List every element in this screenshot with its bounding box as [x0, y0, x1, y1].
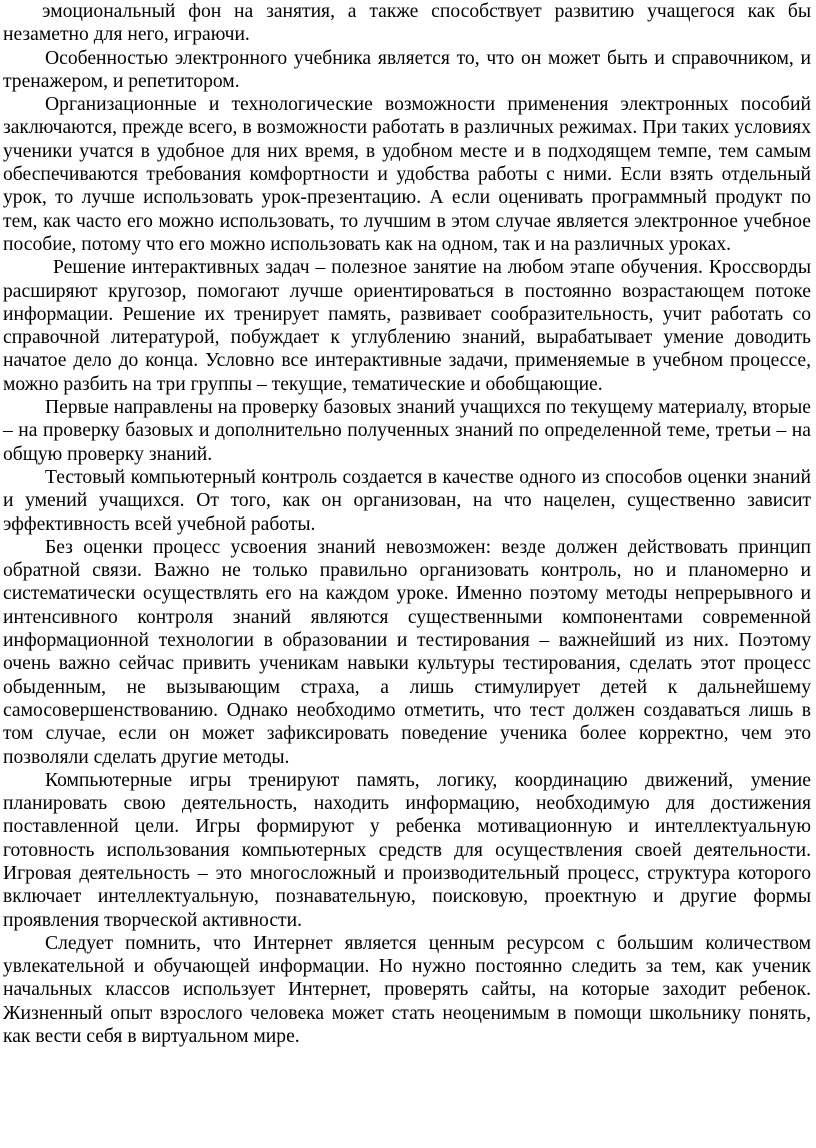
paragraph-continuation	[3, 0, 811, 47]
paragraph-internet: Следует помнить, что Интернет является ценным ресурсом с большим количеством увлекательной и обучающей информации. Но нужно постоянно следить за тем, как ученик начальных классов использует Интернет, проверять сайты, на которые заходит ребенок. Жизненный опыт взрослого человека может стать неоценимым в помощи школьнику понять, как вести себя в виртуальном мире.	[3, 932, 811, 1048]
paragraph-organizational-possibilities: Организационные и технологические возможности применения электронных пособий заключаются, прежде всего, в возможности работать в различных режимах. При таких условиях ученики учатся в удобное для них время, в удобном месте и в подходящем темпе, тем самым обеспечиваются требования комфортности и удобства работы с ними. Если взять отдельный урок, то лучше использовать урок-презентацию. А если оценивать программный продукт по тем, как часто его можно использовать, то лучшим в этом случае является электронное учебное пособие, потому что его можно использовать как на одном, так и на различных уроках.	[3, 94, 811, 255]
paragraph-text: эмоциональный фон на занятия, а также способствует развитию учащегося как бы незаметно для него, играючи.	[3, 1, 811, 46]
paragraph-assessment: Без оценки процесс усвоения знаний невозможен: везде должен действовать принцип обратной связи. Важно не только правильно организовать контроль, но и планомерно и систематически осуществлять его на каждом уроке. Именно поэтому методы непрерывного и интенсивного контроля знаний являются существенными компонентами современной информационной технологии в образовании и тестирования – важнейший из них. Поэтому очень важно сейчас привить ученикам навыки культуры тестирования, сделать этот процесс обыденным, не вызывающим страха, а лишь стимулирует детей к дальнейшему самосовершенствованию. Однако необходимо отметить, что тест должен создаваться лишь в том случае, если он может зафиксировать поведение ученика более корректно, чем это позволяли сделать другие методы.	[3, 536, 811, 768]
paragraph-interactive-tasks: Решение интерактивных задач – полезное занятие на любом этапе обучения. Кроссворды расширяют кругозор, помогают лучше ориентироваться в постоянно возрастающем потоке информации. Решение их тренирует память, развивает сообразительность, учит работать со справочной литературой, побуждает к углублению знаний, вырабатывает умение доводить начатое дело до конца. Условно все интерактивные задачи, применяемые в учебном процессе, можно разбить на три группы – текущие, тематические и обобщающие.	[3, 257, 811, 395]
paragraph-computer-games: Компьютерные игры тренируют память, логику, координацию движений, умение планировать свою деятельность, находить информацию, необходимую для достижения поставленной цели. Игры формируют у ребенка мотивационную и интеллектуальную готовность использования компьютерных средств для осуществления своей деятельности. Игровая деятельность – это многосложный и производительный процесс, структура которого включает интеллектуальную, познавательную, поисковую, проектную и другие формы проявления творческой активности.	[3, 769, 811, 931]
paragraph-task-groups: Первые направлены на проверку базовых знаний учащихся по текущему материалу, вторые – на проверку базовых и дополнительно полученных знаний по определенной теме, третьи – на общую проверку знаний.	[3, 397, 811, 465]
paragraph-test-control: Тестовый компьютерный контроль создается в качестве одного из способов оценки знаний и умений учащихся. От того, как он организован, на что нацелен, существенно зависит эффективность всей учебной работы.	[3, 466, 811, 535]
document-page	[3, 0, 811, 1048]
paragraph-e-textbook-features: Особенностью электронного учебника является то, что он может быть и справочником, и тренажером, и репетитором.	[3, 47, 811, 92]
